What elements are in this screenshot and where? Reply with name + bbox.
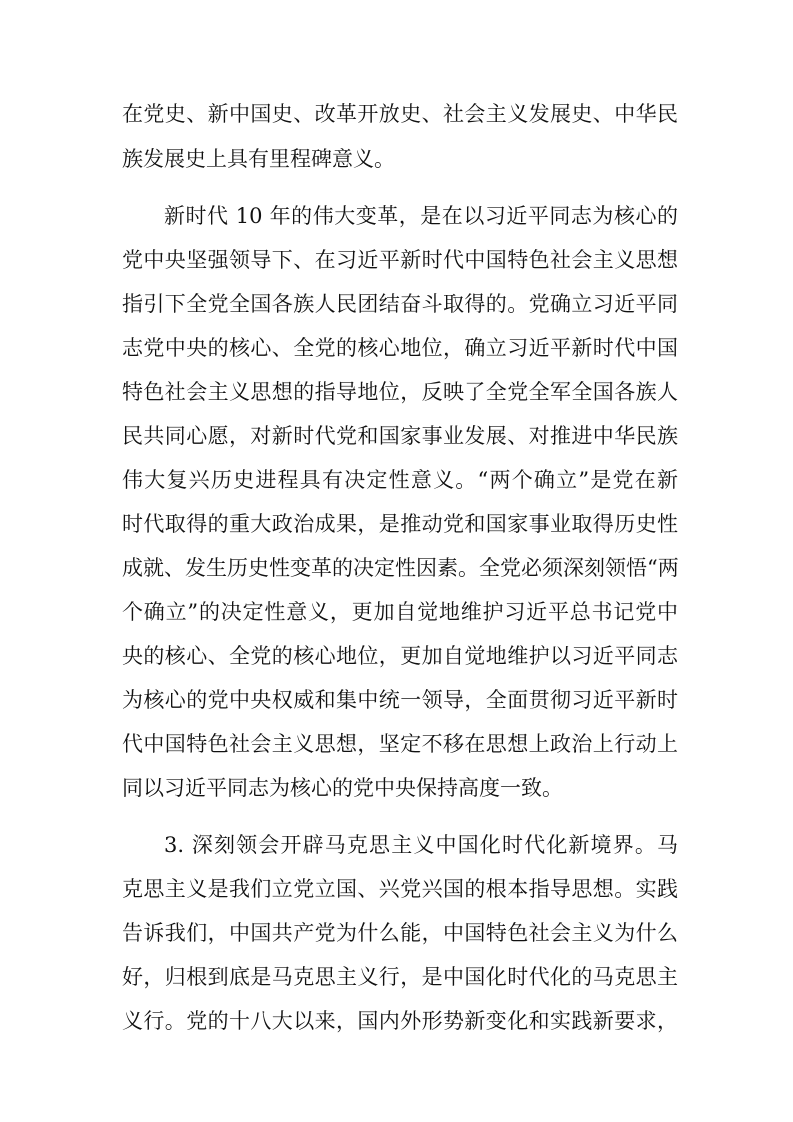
paragraph-2-line-10: 个确立”的决定性意义，更加自觉地维护习近平总书记党中	[122, 600, 678, 624]
paragraph-3-line-4: 好，归根到底是马克思主义行，是中国化时代化的马克思主	[122, 965, 678, 989]
paragraph-2-line-9: 成就、发生历史性变革的决定性因素。全党必须深刻领悟“两	[122, 556, 679, 580]
paragraph-1-line-2: 族发展史上具有里程碑意义。	[122, 147, 395, 171]
paragraph-2-line-11: 央的核心、全党的核心地位，更加自觉地维护以习近平同志	[122, 644, 678, 668]
paragraph-2-line-4: 志党中央的核心、全党的核心地位，确立习近平新时代中国	[122, 336, 678, 360]
paragraph-2-line-7: 伟大复兴历史进程具有决定性意义。“两个确立”是党在新	[122, 468, 678, 492]
paragraph-3-line-5: 义行。党的十八大以来，国内外形势新变化和实践新要求，	[122, 1009, 678, 1033]
paragraph-2-line-5: 特色社会主义思想的指导地位，反映了全党全军全国各族人	[122, 380, 678, 404]
paragraph-2-line-3: 指引下全党全国各族人民团结奋斗取得的。党确立习近平同	[122, 292, 678, 316]
paragraph-2-line-8: 时代取得的重大政治成果，是推动党和国家事业取得历史性	[122, 512, 678, 536]
paragraph-2-line-14: 同以习近平同志为核心的党中央保持高度一致。	[122, 776, 563, 800]
paragraph-2-line-1: 新时代 10 年的伟大变革，是在以习近平同志为核心的	[164, 204, 678, 228]
paragraph-3-line-3: 告诉我们，中国共产党为什么能，中国特色社会主义为什么	[122, 921, 678, 945]
paragraph-3-line-2: 克思主义是我们立党立国、兴党兴国的根本指导思想。实践	[122, 877, 678, 901]
paragraph-2-line-13: 代中国特色社会主义思想，坚定不移在思想上政治上行动上	[122, 732, 678, 756]
paragraph-1-line-1: 在党史、新中国史、改革开放史、社会主义发展史、中华民	[122, 102, 678, 126]
paragraph-3-line-1: 3. 深刻领会开辟马克思主义中国化时代化新境界。马	[164, 833, 678, 857]
paragraph-2-line-2: 党中央坚强领导下、在习近平新时代中国特色社会主义思想	[122, 248, 678, 272]
paragraph-2-line-6: 民共同心愿，对新时代党和国家事业发展、对推进中华民族	[122, 424, 678, 448]
paragraph-2-line-12: 为核心的党中央权威和集中统一领导，全面贯彻习近平新时	[122, 688, 678, 712]
